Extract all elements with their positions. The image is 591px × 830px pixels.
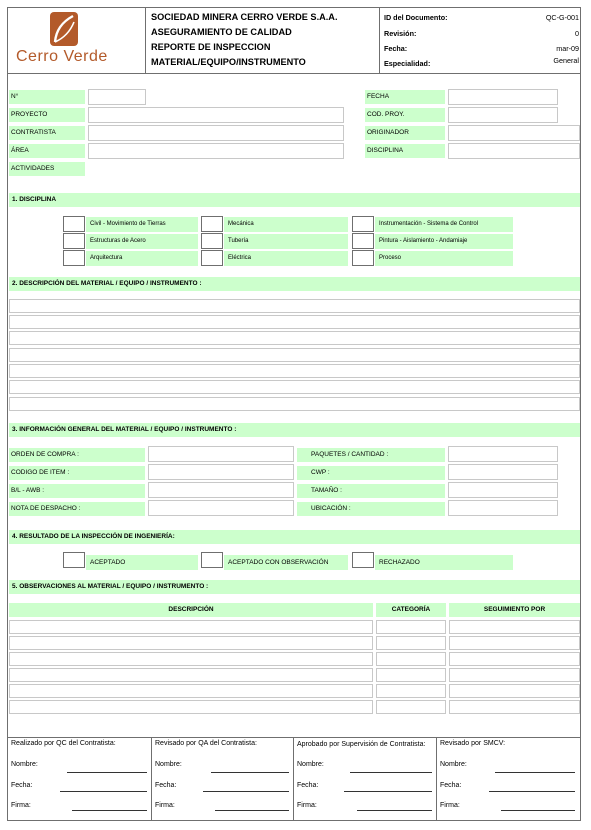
signature-2-title: Revisado por QA del Contratista: <box>155 740 257 747</box>
observation-row-4-description[interactable] <box>9 668 373 682</box>
area-field[interactable] <box>88 143 344 159</box>
header-divider-1 <box>145 7 146 74</box>
observations-description-header: DESCRIPCIÓN <box>9 603 373 617</box>
fecha-label: FECHA <box>365 90 445 104</box>
location-label: UBICACIÓN : <box>297 502 445 516</box>
date-label: Fecha: <box>384 44 408 53</box>
signature-2-sign-line[interactable] <box>215 810 289 811</box>
mechanical-checkbox[interactable] <box>201 216 223 232</box>
rejected-label: RECHAZADO <box>375 555 513 570</box>
size-label: TAMAÑO : <box>297 484 445 498</box>
architecture-checkbox[interactable] <box>63 250 85 266</box>
revision-label: Revisión: <box>384 29 417 38</box>
signature-2-date-label: Fecha: <box>155 782 177 789</box>
description-line-2[interactable] <box>9 315 580 329</box>
signature-1-sign-line[interactable] <box>72 810 147 811</box>
packages-field[interactable] <box>448 446 558 462</box>
mechanical-label: Mecánica <box>224 217 348 232</box>
doc-id-value: QC-G-001 <box>545 13 579 22</box>
architecture-label: Arquitectura <box>86 251 198 266</box>
report-title: REPORTE DE INSPECCION <box>151 42 271 52</box>
section-3-title: 3. INFORMACIÓN GENERAL DEL MATERIAL / EQUIPO / INSTRUMENTO : <box>12 426 237 433</box>
observation-row-2-followup[interactable] <box>449 636 580 650</box>
doc-id-label: ID del Documento: <box>384 13 448 22</box>
observation-row-5-description[interactable] <box>9 684 373 698</box>
bl-awb-label: B/L - AWB : <box>9 484 145 498</box>
packages-label: PAQUETES / CANTIDAD : <box>297 448 445 462</box>
signature-3-name-label: Nombre: <box>297 761 324 768</box>
signature-2-name-label: Nombre: <box>155 761 182 768</box>
cwp-label: CWP : <box>297 466 445 480</box>
number-label: N° <box>9 90 85 104</box>
signature-2-sign-label: Firma: <box>155 802 175 809</box>
section-5-title: 5. OBSERVACIONES AL MATERIAL / EQUIPO / INSTRUMENTO : <box>12 583 209 590</box>
observation-row-2-category[interactable] <box>376 636 446 650</box>
observations-category-header: CATEGORÍA <box>376 603 446 617</box>
observation-row-4-followup[interactable] <box>449 668 580 682</box>
signature-2-date-line[interactable] <box>203 791 289 792</box>
size-field[interactable] <box>448 482 558 498</box>
description-line-4[interactable] <box>9 348 580 362</box>
steel-checkbox[interactable] <box>63 233 85 249</box>
painting-label: Pintura - Aislamiento - Andamiaje <box>375 234 513 249</box>
accepted-checkbox[interactable] <box>63 552 85 568</box>
revision-value: 0 <box>575 29 579 38</box>
observation-row-5-category[interactable] <box>376 684 446 698</box>
piping-checkbox[interactable] <box>201 233 223 249</box>
signature-3-title: Aprobado por Supervisión de Contratista: <box>297 741 426 748</box>
process-checkbox[interactable] <box>352 250 374 266</box>
description-line-5[interactable] <box>9 364 580 378</box>
originator-field[interactable] <box>448 125 580 141</box>
observation-row-6-followup[interactable] <box>449 700 580 714</box>
signature-3-date-label: Fecha: <box>297 782 319 789</box>
accepted-with-observation-checkbox[interactable] <box>201 552 223 568</box>
area-label: ÁREA <box>9 144 85 158</box>
dispatch-note-label: NOTA DE DESPACHO : <box>9 502 145 516</box>
section-1-title: 1. DISCIPLINA <box>12 196 57 203</box>
signature-4-sign-label: Firma: <box>440 802 460 809</box>
purchase-order-field[interactable] <box>148 446 294 462</box>
signature-1-date-line[interactable] <box>60 791 147 792</box>
signature-3-date-line[interactable] <box>344 791 432 792</box>
item-code-label: CODIGO DE ITEM : <box>9 466 145 480</box>
observation-row-1-followup[interactable] <box>449 620 580 634</box>
signature-4-date-line[interactable] <box>489 791 575 792</box>
header-bottom-rule <box>7 73 581 74</box>
specialty-label: Especialidad: <box>384 59 431 68</box>
observation-row-1-description[interactable] <box>9 620 373 634</box>
description-line-6[interactable] <box>9 380 580 394</box>
fecha-field[interactable] <box>448 89 558 105</box>
observation-row-6-description[interactable] <box>9 700 373 714</box>
section-2-title: 2. DESCRIPCIÓN DEL MATERIAL / EQUIPO / INSTRUMENTO : <box>12 280 202 287</box>
observations-followup-header: SEGUIMIENTO POR <box>449 603 580 617</box>
signature-divider-1 <box>151 737 152 821</box>
piping-label: Tubería <box>224 234 348 249</box>
observation-row-4-category[interactable] <box>376 668 446 682</box>
originator-label: ORIGINADOR <box>365 126 445 140</box>
observation-row-5-followup[interactable] <box>449 684 580 698</box>
project-field[interactable] <box>88 107 344 123</box>
signature-2-name-line[interactable] <box>211 772 289 773</box>
discipline-field[interactable] <box>448 143 580 159</box>
specialty-value: General <box>553 56 579 65</box>
observation-row-6-category[interactable] <box>376 700 446 714</box>
section-4-title: 4. RESULTADO DE LA INSPECCIÓN DE INGENIERÍA: <box>12 533 175 540</box>
signature-1-name-label: Nombre: <box>11 761 38 768</box>
signature-1-date-label: Fecha: <box>11 782 33 789</box>
accepted-with-observation-label: ACEPTADO CON OBSERVACIÓN <box>224 555 348 570</box>
logo-emblem-icon <box>50 12 78 46</box>
cwp-field[interactable] <box>448 464 558 480</box>
signature-divider-3 <box>436 737 437 821</box>
signature-4-name-label: Nombre: <box>440 761 467 768</box>
signature-4-date-label: Fecha: <box>440 782 462 789</box>
rejected-checkbox[interactable] <box>352 552 374 568</box>
steel-label: Estructuras de Acero <box>86 234 198 249</box>
electrical-label: Eléctrica <box>224 251 348 266</box>
location-field[interactable] <box>448 500 558 516</box>
cerro-verde-logo <box>14 11 136 69</box>
signature-1-name-line[interactable] <box>67 772 147 773</box>
header-divider-2 <box>379 7 380 74</box>
signature-top-rule <box>7 737 581 738</box>
signature-4-sign-line[interactable] <box>501 810 575 811</box>
description-line-1[interactable] <box>9 299 580 313</box>
civil-label: Civil - Movimiento de Tierras <box>86 217 198 232</box>
logo-text: Cerro Verde <box>16 48 108 65</box>
dispatch-note-field[interactable] <box>148 500 294 516</box>
discipline-label: DISCIPLINA <box>365 144 445 158</box>
observation-row-3-category[interactable] <box>376 652 446 666</box>
painting-checkbox[interactable] <box>352 233 374 249</box>
item-code-field[interactable] <box>148 464 294 480</box>
contractor-label: CONTRATISTA <box>9 126 85 140</box>
department-name: ASEGURAMIENTO DE CALIDAD <box>151 27 292 37</box>
activities-label: ACTIVIDADES <box>9 162 85 176</box>
purchase-order-label: ORDEN DE COMPRA : <box>9 448 145 462</box>
project-code-label: COD. PROY. <box>365 108 445 122</box>
civil-checkbox[interactable] <box>63 216 85 232</box>
date-value: mar-09 <box>556 44 579 53</box>
signature-1-sign-label: Firma: <box>11 802 31 809</box>
observation-row-2-description[interactable] <box>9 636 373 650</box>
section-1-bar <box>9 193 580 207</box>
signature-1-title: Realizado por QC del Contratista: <box>11 740 116 747</box>
signature-3-sign-label: Firma: <box>297 802 317 809</box>
instrumentation-checkbox[interactable] <box>352 216 374 232</box>
electrical-checkbox[interactable] <box>201 250 223 266</box>
bl-awb-field[interactable] <box>148 482 294 498</box>
company-name: SOCIEDAD MINERA CERRO VERDE S.A.A. <box>151 12 338 22</box>
observation-row-1-category[interactable] <box>376 620 446 634</box>
contractor-field[interactable] <box>88 125 344 141</box>
signature-3-name-line[interactable] <box>350 772 432 773</box>
accepted-label: ACEPTADO <box>86 555 198 570</box>
instrumentation-label: Instrumentación - Sistema de Control <box>375 217 513 232</box>
report-subtitle: MATERIAL/EQUIPO/INSTRUMENTO <box>151 57 306 67</box>
observation-row-3-description[interactable] <box>9 652 373 666</box>
project-code-field[interactable] <box>448 107 558 123</box>
project-label: PROYECTO <box>9 108 85 122</box>
description-line-3[interactable] <box>9 331 580 345</box>
signature-divider-2 <box>293 737 294 821</box>
number-field[interactable] <box>88 89 146 105</box>
observation-row-3-followup[interactable] <box>449 652 580 666</box>
signature-3-sign-line[interactable] <box>357 810 432 811</box>
description-line-7[interactable] <box>9 397 580 411</box>
signature-4-name-line[interactable] <box>495 772 575 773</box>
signature-4-title: Revisado por SMCV: <box>440 740 506 747</box>
process-label: Proceso <box>375 251 513 266</box>
